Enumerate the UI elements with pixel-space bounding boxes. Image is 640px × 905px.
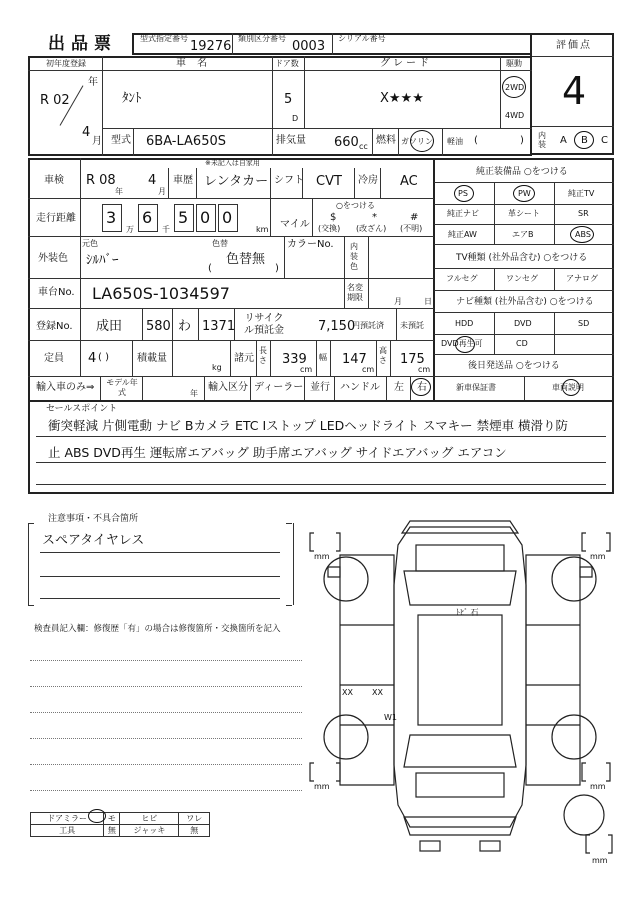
divider: [28, 340, 434, 341]
navi-sd: SD: [578, 319, 590, 328]
tv-analog: アナログ: [566, 274, 598, 283]
mileage-unit-man: 万: [126, 225, 134, 234]
divider: [198, 308, 199, 340]
divider: [36, 462, 606, 463]
divider: [250, 376, 251, 400]
divider: [272, 128, 273, 156]
divider: [334, 376, 335, 400]
tv-header: TV種類 (社外品含む) ○をつける: [456, 253, 588, 263]
mileage-unit-sen: 千: [162, 225, 170, 234]
load-label: 積載量: [137, 353, 167, 364]
height-label: 高さ: [379, 346, 387, 365]
notes-bracket-top-r: [286, 523, 292, 524]
sales-line-1: 衝突軽減 片側電動 ナビ Bカメラ ETC Iストップ LEDヘッドライト スマキー 禁煙車 横滑り防: [48, 418, 569, 433]
divider: [284, 236, 285, 278]
divider: [494, 182, 495, 244]
mileage-digit-4: 0: [200, 208, 211, 227]
divider: [28, 198, 434, 199]
divider: [344, 278, 345, 308]
ac-value: AC: [400, 174, 418, 189]
divider: [28, 278, 434, 279]
first-reg-month: 4: [82, 125, 91, 140]
drive-label: 駆動: [506, 59, 522, 68]
legend-cell: 工具: [31, 825, 104, 837]
interior-grade-b: B: [581, 135, 588, 146]
class-no-label: 類別区分番号: [238, 34, 286, 43]
reg-office: 成田: [96, 319, 123, 334]
interior-grade-c: C: [601, 135, 608, 146]
divider: [434, 268, 614, 269]
divider: [398, 128, 399, 156]
divider: [168, 168, 169, 198]
inspector-label: 検査員記入欄：修復歴「有」の場合は修復箇所・交換箇所を記入: [34, 624, 281, 634]
inspector-line: [30, 764, 302, 765]
legend-cell: ワレ: [179, 813, 210, 825]
mileage-opt1-sub: (交換): [318, 224, 341, 233]
divider: [302, 168, 303, 198]
divider: [494, 268, 495, 290]
mileage-check-note: ○をつける: [336, 201, 375, 210]
reg-number: 1371: [202, 319, 236, 334]
car-name-label: 車 名: [176, 58, 212, 69]
type-no-label: 型式指定番号: [140, 34, 188, 43]
grade-label: グレード: [380, 58, 432, 69]
diagram-mm: mm: [590, 552, 606, 561]
shift-value: CVT: [316, 174, 342, 189]
damage-legend-table: [30, 812, 210, 837]
doors-label: ドア数: [275, 59, 299, 68]
equip-abs: ABS: [575, 230, 591, 239]
divider: [530, 126, 614, 127]
type-no-value: 19276: [190, 39, 232, 54]
mileage-digit-2: 6: [142, 208, 153, 227]
navi-dvd-play: DVD再生可: [441, 339, 483, 348]
divider: [494, 312, 495, 354]
interior-selected-circle: [574, 131, 594, 149]
model-year-unit: 年: [190, 389, 198, 398]
divider: [434, 244, 614, 245]
equip-airbag: エアB: [512, 230, 534, 239]
diagram-mark-stone: ﾄﾋﾞ 石: [456, 608, 479, 617]
import-only-label: 輸入車のみ⇒: [36, 382, 95, 393]
mileage-digit-5: 0: [222, 208, 233, 227]
orig-color-value: ｼﾙﾊﾞｰ: [86, 253, 119, 268]
repaint-label: 色替: [212, 239, 228, 248]
fuel-selected-circle: [410, 130, 434, 152]
first-reg-year-unit: 年: [88, 77, 98, 88]
equip-tv: 純正TV: [568, 189, 595, 198]
fuel-diesel: 軽油: [447, 137, 463, 146]
height-value: 175: [400, 352, 425, 367]
grade-value: X★★★: [380, 91, 424, 106]
divider: [376, 340, 377, 376]
legend-cell: モ: [104, 813, 120, 825]
divider: [40, 598, 280, 599]
fuel-paren-close: ): [520, 135, 524, 146]
drive-4wd: 4WD: [505, 111, 525, 120]
divider: [390, 340, 391, 376]
mile-label: マイル: [280, 219, 310, 230]
divider: [272, 56, 273, 128]
length-unit: cm: [300, 365, 313, 374]
capacity-paren: ( ): [98, 352, 109, 363]
history-value: レンタカー: [204, 174, 269, 189]
width-unit: cm: [362, 365, 375, 374]
chassis-value: LA650S-1034597: [92, 284, 230, 303]
chassis-label: 車台No.: [38, 287, 75, 298]
recycle-label: リサイクル預託金: [244, 313, 284, 336]
repaint-paren-open: (: [208, 263, 212, 274]
navi-hdd: HDD: [455, 319, 474, 328]
legend-cell: ジャッキ: [120, 825, 179, 837]
equip-navi: 純正ナビ: [447, 209, 479, 218]
divider: [36, 436, 606, 437]
divider: [270, 340, 271, 376]
divider: [234, 308, 235, 340]
divider: [312, 198, 313, 236]
length-value: 339: [282, 352, 307, 367]
mileage-digit-3: 5: [178, 208, 189, 227]
drive-selected-circle: [502, 76, 526, 98]
divider: [142, 308, 143, 340]
navi-dvd-play-circle: [455, 336, 475, 353]
interior-label: 内装: [538, 131, 546, 149]
doors-sub: D: [292, 114, 299, 123]
length-label: 長さ: [259, 346, 267, 365]
divider: [102, 56, 103, 156]
equip-ps: PS: [458, 189, 468, 198]
history-label: 車歴: [173, 175, 193, 186]
model-value: 6BA-LA650S: [146, 134, 226, 149]
orig-color-label: 元色: [82, 239, 98, 248]
serial-label: シリアル番号: [338, 34, 386, 43]
divider: [434, 354, 614, 355]
divider: [316, 340, 317, 376]
inspection-month: 4: [148, 173, 157, 188]
recycle-unpaid: 未預託: [400, 321, 424, 330]
legend-cell: ヒビ: [120, 813, 179, 825]
tv-fullseg: フルセグ: [446, 274, 478, 283]
divider: [36, 484, 606, 485]
class-no-value: 0003: [292, 39, 326, 54]
divider: [434, 290, 614, 291]
height-unit: cm: [418, 365, 431, 374]
interior-color-label: 内装色: [350, 242, 358, 271]
notes-bracket-bot-r: [286, 605, 292, 606]
equip-leather: 革シート: [508, 209, 540, 218]
title-month-unit: 月: [394, 297, 402, 306]
mileage-opt3: #: [410, 212, 419, 223]
divider: [554, 268, 555, 290]
navi-header: ナビ種類 (社外品含む) ○をつける: [456, 297, 594, 307]
divider: [40, 552, 280, 553]
cc-value: 660: [334, 135, 359, 150]
divider: [332, 33, 333, 55]
mileage-opt3-sub: (不明): [400, 224, 423, 233]
divider: [270, 198, 271, 236]
handle-right: 右: [417, 382, 427, 393]
reg-class: 580: [146, 319, 171, 334]
divider: [204, 376, 205, 400]
reg-label: 登録No.: [36, 321, 73, 332]
divider: [196, 168, 197, 198]
divider: [304, 376, 305, 400]
equip-aw: 純正AW: [448, 230, 477, 239]
inspection-year-unit: 年: [115, 187, 123, 196]
legend-cell: ドアミラー: [31, 813, 104, 825]
divider: [396, 308, 397, 340]
divider: [554, 312, 555, 354]
inspector-line: [30, 790, 302, 791]
recycle-unit: 円預託済: [352, 321, 384, 330]
rating-label: 評価点: [556, 40, 592, 51]
divider: [500, 56, 501, 128]
import-parallel: 並行: [310, 382, 330, 393]
docs-manual-circle: [562, 379, 580, 396]
divider: [230, 340, 231, 376]
equip-sr: SR: [578, 209, 589, 218]
diagram-mark-w1: W1: [384, 713, 397, 722]
legend-cell: 無: [104, 825, 120, 837]
divider: [530, 56, 614, 57]
color-label: 外装色: [38, 253, 68, 264]
load-unit: kg: [212, 363, 222, 372]
first-reg-label: 初年度登録: [46, 59, 86, 68]
repaint-paren-close: ): [275, 263, 279, 274]
divider: [232, 33, 233, 55]
inspector-line: [30, 712, 302, 713]
divider: [380, 168, 381, 198]
doors-value: 5: [284, 92, 293, 107]
docs-warranty: 新車保証書: [456, 383, 496, 392]
handle-label: ハンドル: [340, 382, 380, 393]
equip-ps-circle: [454, 185, 474, 202]
divider: [28, 376, 434, 377]
navi-dvd: DVD: [514, 319, 532, 328]
divider: [330, 340, 331, 376]
notes-label: 注意事項・不具合箇所: [48, 514, 139, 524]
mileage-label: 走行距離: [36, 213, 76, 224]
sales-line-2: 止 ABS DVD再生 運転席エアバッグ 助手席エアバッグ サイドエアバッグ エアコン: [48, 445, 507, 460]
divider: [132, 340, 133, 376]
divider: [40, 576, 280, 577]
title-deadline-label: 名変期限: [347, 283, 363, 302]
divider: [434, 204, 614, 205]
dims-label: 諸元: [234, 353, 254, 364]
first-reg-month-unit: 月: [92, 136, 102, 147]
car-name-value: ﾀﾝﾄ: [122, 91, 142, 106]
fuel-label: 燃料: [376, 135, 396, 146]
mileage-opt2: *: [372, 212, 377, 223]
divider: [554, 182, 555, 244]
inspection-month-unit: 月: [158, 187, 166, 196]
divider: [304, 56, 305, 128]
color-no-label: カラーNo.: [287, 239, 334, 250]
rating-value: 4: [562, 69, 587, 113]
divider: [344, 236, 345, 278]
handle-left: 左: [394, 382, 404, 393]
divider: [442, 128, 443, 156]
notes-bracket-bot-l: [28, 605, 34, 606]
inspection-label: 車検: [44, 175, 64, 186]
legend-cell: 無: [179, 825, 210, 837]
car-diagram: [300, 505, 620, 885]
history-note: ※未記入は自家用: [205, 159, 260, 167]
recycle-value: 7,150: [318, 319, 356, 334]
inspector-line: [30, 660, 302, 661]
divider: [172, 308, 173, 340]
equipment-header: 純正装備品 ○をつける: [476, 167, 568, 177]
divider: [142, 376, 143, 400]
interior-grade-a: A: [560, 135, 567, 146]
notes-bracket-top-l: [28, 523, 34, 524]
divider: [133, 128, 134, 156]
divider: [433, 158, 435, 400]
divider: [368, 278, 369, 308]
divider: [434, 312, 614, 313]
inspector-line: [30, 738, 302, 739]
ac-label: 冷房: [358, 175, 378, 186]
tv-oneseg: ワンセグ: [506, 274, 538, 283]
divider: [354, 168, 355, 198]
cc-unit: cc: [359, 142, 368, 151]
divider: [80, 158, 81, 376]
mileage-digit-1: 3: [106, 208, 117, 227]
import-class-label: 輸入区分: [208, 382, 248, 393]
handle-selected-circle: [411, 378, 431, 396]
divider: [28, 308, 434, 309]
page-title: 出品票: [48, 34, 117, 54]
docs-header: 後日発送品 ○をつける: [468, 361, 560, 371]
divider: [524, 376, 525, 400]
mileage-opt2-sub: (改ざん): [356, 224, 387, 233]
divider: [102, 128, 532, 129]
divider: [28, 400, 614, 402]
reg-kana: わ: [178, 319, 192, 334]
legend-row: [31, 825, 210, 837]
diagram-mm: mm: [314, 782, 330, 791]
notes-text: スペアタイヤレス: [42, 533, 145, 548]
legend-mo-circle: [88, 809, 106, 823]
drive-2wd: 2WD: [505, 83, 525, 92]
equip-pw: PW: [518, 189, 531, 198]
capacity-value: 4: [88, 351, 97, 366]
import-dealer: ディーラー: [254, 382, 304, 393]
divider: [28, 236, 434, 237]
diagram-mm: mm: [314, 552, 330, 561]
width-label: 幅: [319, 353, 327, 362]
fuel-paren-open: (: [474, 135, 478, 146]
legend-row: [31, 813, 210, 825]
width-value: 147: [342, 352, 367, 367]
navi-cd: CD: [516, 339, 528, 348]
divider: [368, 236, 369, 278]
diagram-mm: mm: [590, 782, 606, 791]
diagram-mark-xx-2: XX: [372, 688, 383, 697]
cc-label: 排気量: [276, 135, 306, 146]
mileage-opt1: $: [330, 212, 337, 223]
divider: [434, 182, 614, 183]
divider: [434, 334, 614, 335]
capacity-label: 定員: [44, 353, 64, 364]
sales-label: セールスポイント: [46, 404, 118, 414]
fuel-gas: ガソリン: [401, 137, 433, 146]
title-day-unit: 日: [424, 297, 432, 306]
repaint-value: 色替無: [226, 252, 266, 267]
inspector-line: [30, 686, 302, 687]
first-reg-era: R 02: [40, 93, 70, 108]
divider: [386, 376, 387, 400]
divider: [372, 128, 373, 156]
model-year-label: モデル年式: [106, 378, 138, 397]
diagram-mm: mm: [592, 856, 608, 865]
divider: [270, 168, 271, 198]
divider: [172, 340, 173, 376]
inspection-era: R 08: [86, 173, 116, 188]
divider: [434, 224, 614, 225]
equip-pw-circle: [513, 185, 535, 202]
mileage-unit-km: km: [256, 225, 269, 234]
shift-label: シフト: [274, 175, 304, 186]
docs-manual: 車両説明: [552, 383, 584, 392]
equip-abs-circle: [570, 226, 594, 243]
diagram-mark-xx-1: XX: [342, 688, 353, 697]
divider: [256, 340, 257, 376]
divider: [28, 70, 532, 71]
divider: [100, 376, 101, 400]
model-label: 型式: [111, 135, 131, 146]
